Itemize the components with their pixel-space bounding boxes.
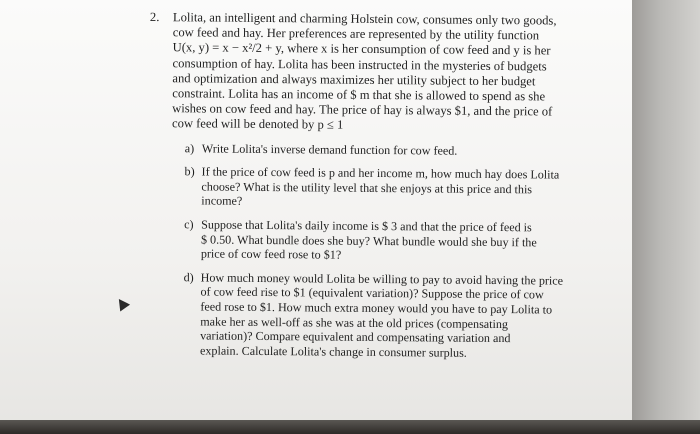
question-line: and optimization and always maximizes her utility subject to her budget [172,71,536,89]
part-b-line: If the price of cow feed is p and her income m, how much hay does Lolita [201,164,560,182]
question-line: wishes on cow feed and hay. The price of hay is always $1, and the price of [172,101,553,119]
question-number: 2. [149,10,160,25]
part-d-line: variation)? Compare equivalent and compensating variation and [200,328,511,346]
question-block [147,10,590,361]
part-d-line: make her as well-off as she was at the old prices (compensating [200,314,509,331]
part-b-line: choose? What is the utility level that she enjoys at this price and this [201,179,533,197]
part-d-line: How much money would Lolita be willing to pay to avoid having the price [200,270,564,288]
part-c-line: price of cow feed rose to $1? [200,246,342,262]
part-a-label: a) [184,140,195,156]
part-b [184,165,588,212]
part-b-label: b) [184,164,195,179]
question-text [172,10,590,135]
question-line: U(x, y) = x − x²/2 + y, where x is her consumption of cow feed and y is her [172,40,551,58]
question-line: cow feed will be denoted by p ≤ 1 [171,116,344,133]
bottom-edge-shadow [0,420,700,434]
part-c-label: c) [184,217,194,232]
question-line: cow feed and hay. Her preferences are represented by the utility function [172,25,540,43]
part-d-line: explain. Calculate Lolita's change in consumer surplus. [199,343,467,360]
part-a [185,141,589,159]
part-a-line: Write Lolita's inverse demand function for cow feed. [201,141,458,158]
part-d [183,270,588,361]
page-right-shadow [632,0,700,434]
part-d-label: d) [183,270,194,285]
part-c-line: $ 0.50. What bundle does she buy? What bundle would she buy if the [200,232,537,249]
part-d-line: of cow feed rise to $1 (equivalent variation)? Suppose the price of cow [200,284,544,302]
question-line: constraint. Lolita has an income of $ m that she is allowed to spend as she [172,86,546,104]
question-line: consumption of hay. Lolita has been instructed in the mysteries of budgets [172,55,547,74]
question-line: Lolita, an intelligent and charming Holstein cow, consumes only two goods, [172,10,557,28]
part-c-line: Suppose that Lolita's daily income is $ 3 and that the price of feed is [201,217,532,235]
part-b-line: income? [201,193,243,209]
part-c [184,217,588,264]
part-d-line: feed rose to $1. How much extra money would you have to pay Lolita to [200,299,553,317]
